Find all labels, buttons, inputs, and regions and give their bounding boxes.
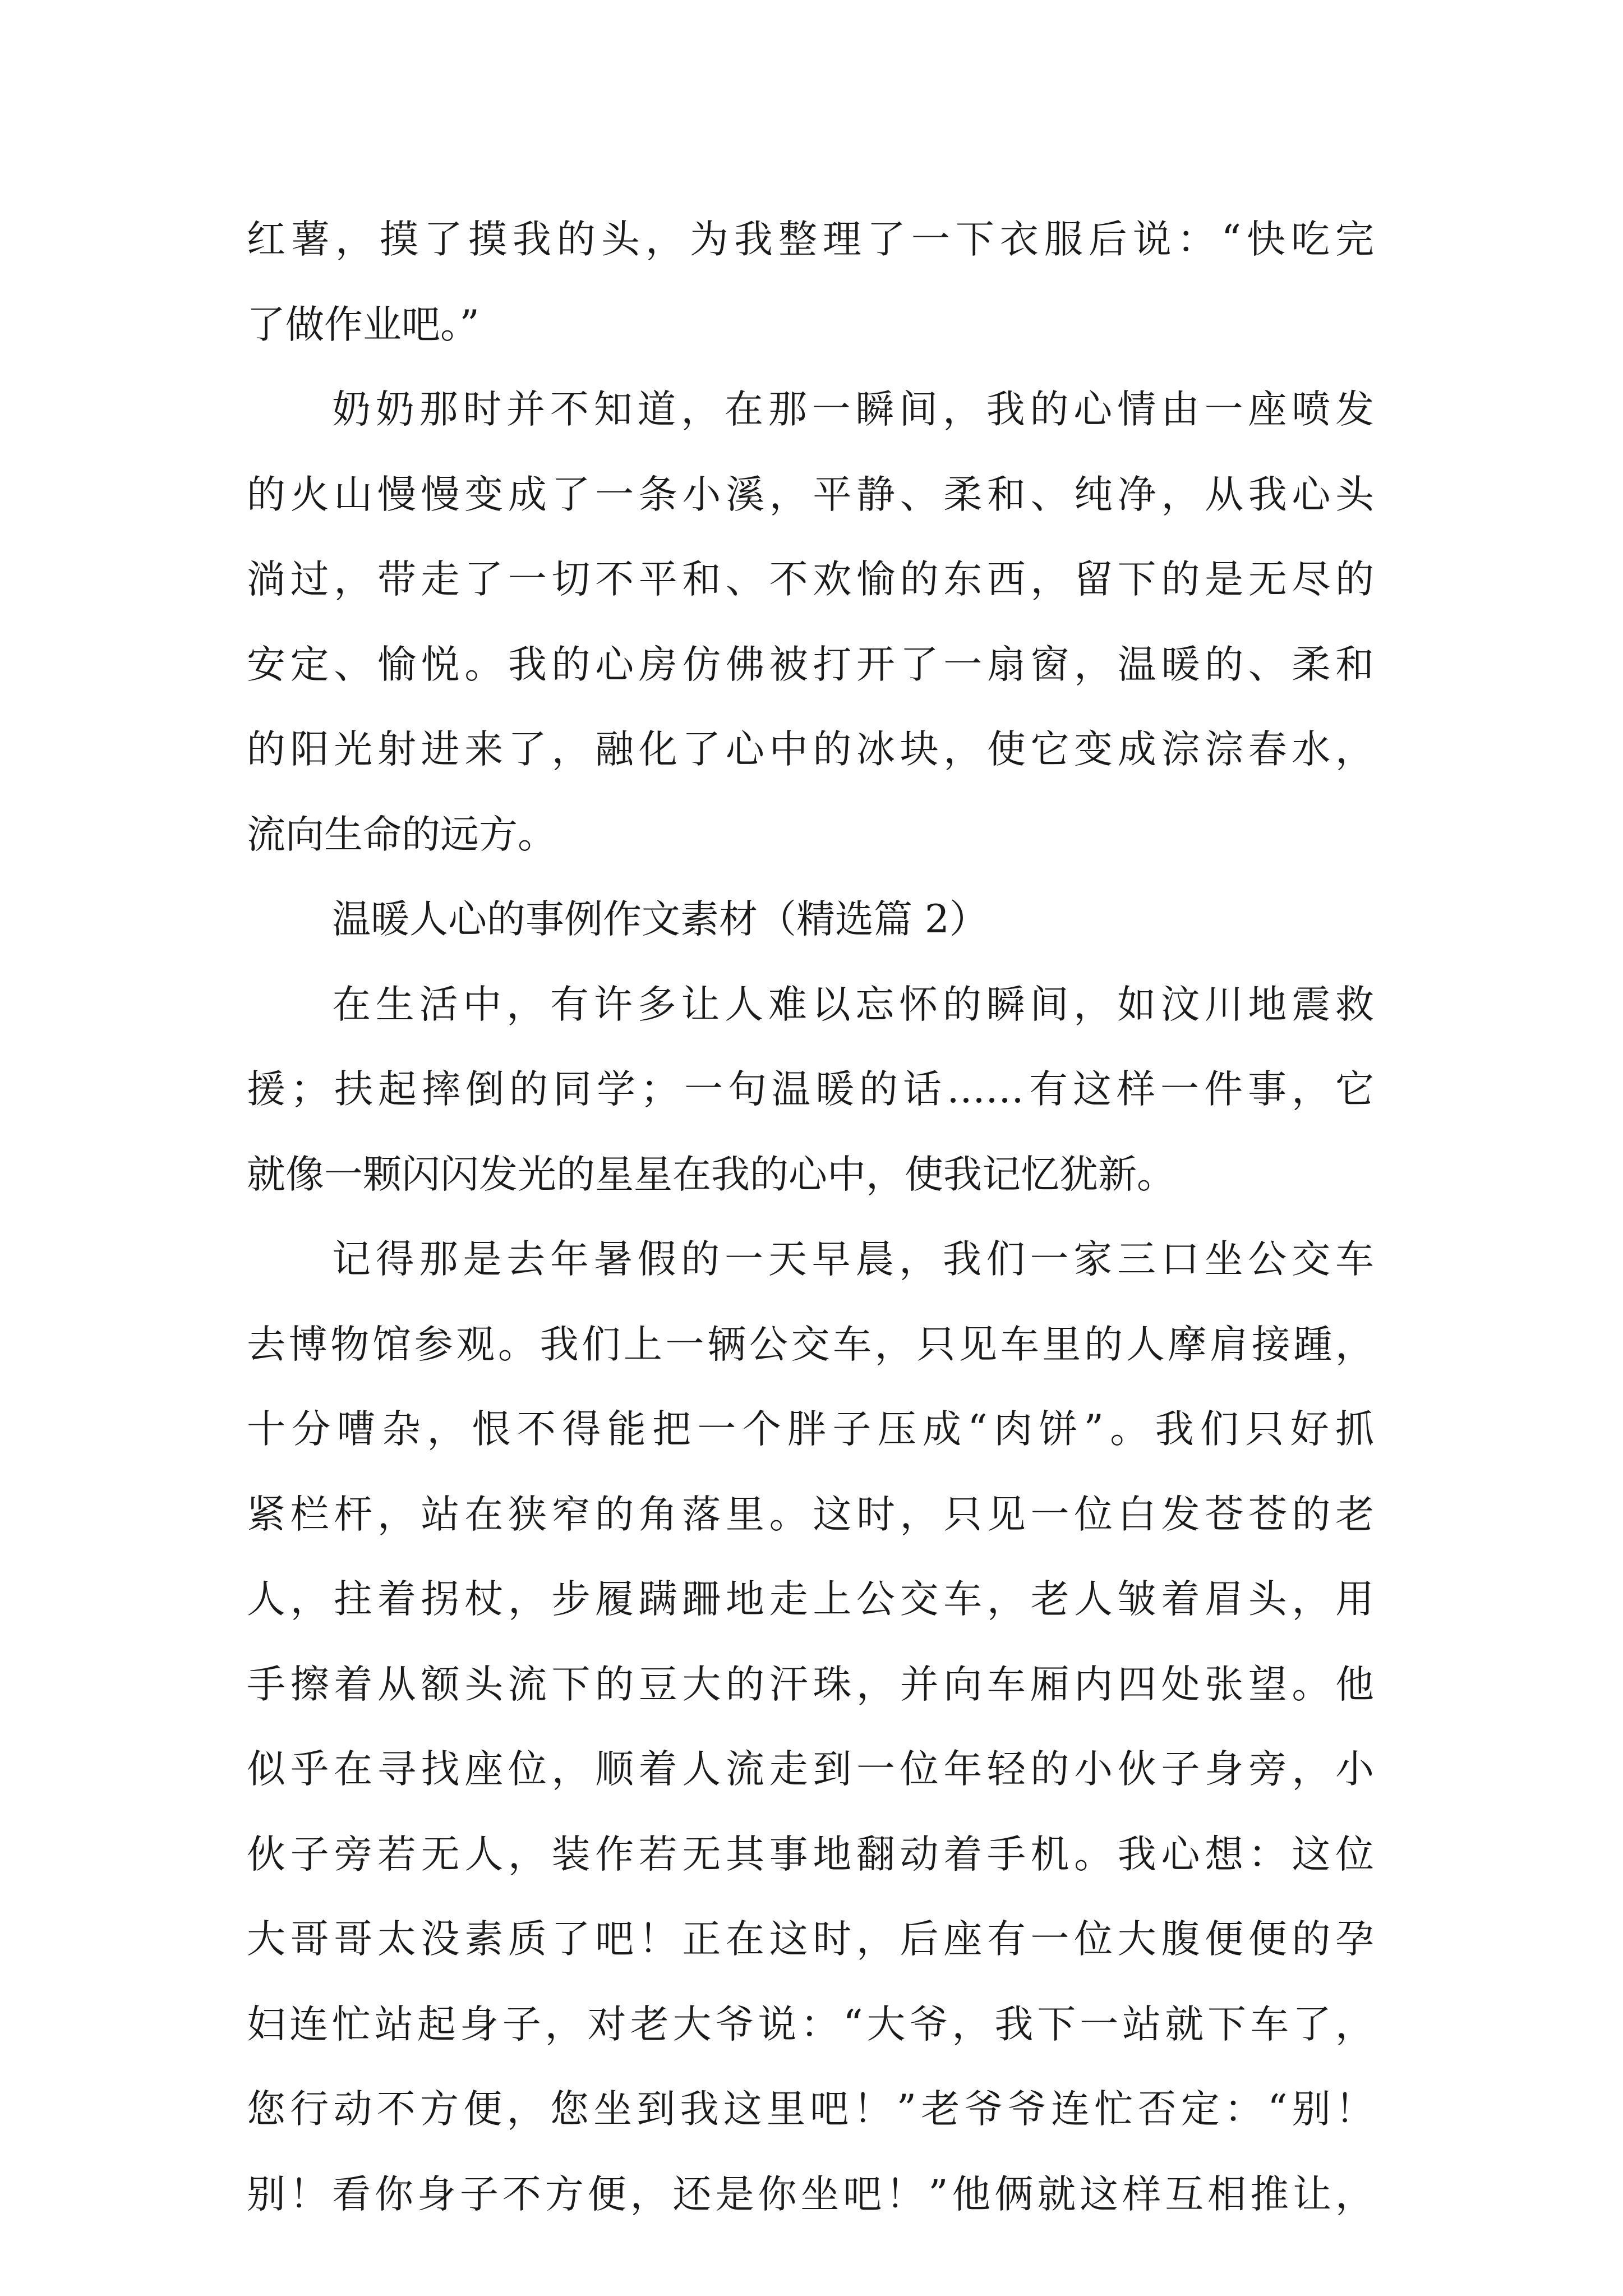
- text-line: 人，拄着拐杖，步履蹒跚地走上公交车，老人皱着眉头，用: [247, 1577, 1374, 1622]
- document-body: [247, 197, 1374, 2237]
- text-line: 淌过，带走了一切不平和、不欢愉的东西，留下的是无尽的: [247, 557, 1374, 602]
- paragraph-start-line: 记得那是去年暑假的一天早晨，我们一家三口坐公交车: [332, 1237, 1374, 1282]
- text-line: 伙子旁若无人，装作若无其事地翻动着手机。我心想：这位: [247, 1832, 1374, 1877]
- text-line: 您行动不方便，您坐到我这里吧！”老爷爷连忙否定：“别！: [247, 2087, 1374, 2132]
- text-line: 的火山慢慢变成了一条小溪，平静、柔和、纯净，从我心头: [247, 472, 1374, 517]
- paragraph-start-line: 在生活中，有许多让人难以忘怀的瞬间，如汶川地震救: [332, 982, 1374, 1027]
- text-line: 别！看你身子不方便，还是你坐吧！”他俩就这样互相推让，: [247, 2171, 1374, 2217]
- text-line: 援；扶起摔倒的同学；一句温暖的话……有这样一件事，它: [247, 1067, 1374, 1112]
- text-line: 流向生命的远方。: [247, 812, 556, 857]
- text-line: 了做作业吧。”: [247, 302, 479, 347]
- paragraph-start-line: 奶奶那时并不知道，在那一瞬间，我的心情由一座喷发: [332, 387, 1374, 432]
- text-line: 紧栏杆，站在狭窄的角落里。这时，只见一位白发苍苍的老: [247, 1492, 1374, 1537]
- text-line: 手擦着从额头流下的豆大的汗珠，并向车厢内四处张望。他: [247, 1662, 1374, 1707]
- text-line: 去博物馆参观。我们上一辆公交车，只见车里的人摩肩接踵，: [247, 1322, 1374, 1367]
- section-heading: 温暖人心的事例作文素材（精选篇 2）: [332, 897, 988, 942]
- text-line: 十分嘈杂，恨不得能把一个胖子压成“肉饼”。我们只好抓: [247, 1407, 1374, 1452]
- text-line: 就像一颗闪闪发光的星星在我的心中，使我记忆犹新。: [247, 1152, 1175, 1197]
- text-line: 似乎在寻找座位，顺着人流走到一位年轻的小伙子身旁，小: [247, 1747, 1374, 1792]
- text-line: 妇连忙站起身子，对老大爷说：“大爷，我下一站就下车了，: [247, 2001, 1374, 2047]
- text-line: 的阳光射进来了，融化了心中的冰块，使它变成淙淙春水，: [247, 727, 1374, 772]
- text-line: 大哥哥太没素质了吧！正在这时，后座有一位大腹便便的孕: [247, 1917, 1374, 1962]
- text-line: 红薯，摸了摸我的头，为我整理了一下衣服后说：“快吃完: [247, 217, 1374, 262]
- text-line: 安定、愉悦。我的心房仿佛被打开了一扇窗，温暖的、柔和: [247, 642, 1374, 687]
